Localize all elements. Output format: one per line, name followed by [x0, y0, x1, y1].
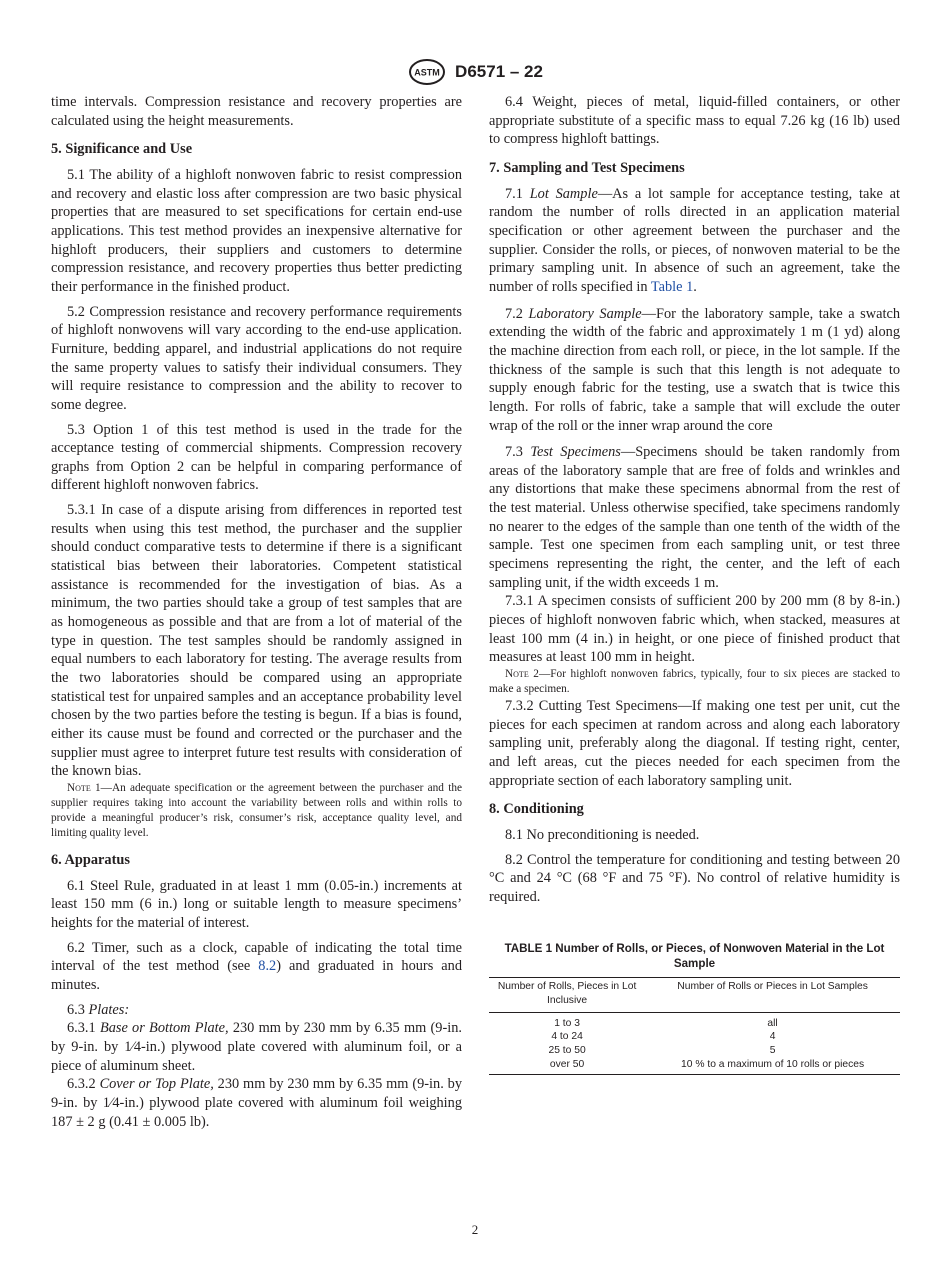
table-1-header-sample: Number of Rolls or Pieces in Lot Samples	[645, 977, 900, 1012]
intro-paragraph: time intervals. Compression resistance and recovery properties are calculated using the height measurements.	[51, 94, 462, 129]
paragraph-7-3: 7.3 Test Specimens—Specimens should be taken randomly from areas of the laboratory sample that are free of folds and wrinkles and any distortions that make these specimens abnormal from the rest of the test material. Unless otherwise specified, take specimens randomly no nearer to the edges of the sample than one tenth of the width of the sample. Test one specimen from each sampling unit, or test three specimens representing the right, the center, and the left of each sampling unit, if the width exceeds 1 m.	[489, 444, 900, 591]
note-2-label: Note 2	[505, 668, 539, 681]
table-cell-lot: 1 to 3	[554, 1017, 580, 1029]
table-1-title: TABLE 1 Number of Rolls, or Pieces, of Nonwoven Material in the Lot Sample	[504, 941, 885, 970]
table-1-header-lot: Number of Rolls, Pieces in Lot Inclusive	[489, 977, 645, 1012]
left-column	[51, 93, 462, 1131]
astm-logo	[407, 58, 447, 86]
link-8-2[interactable]: 8.2	[258, 958, 277, 975]
page-header	[0, 58, 950, 86]
svg-text:ASTM: ASTM	[414, 67, 440, 78]
note-1-label: Note 1	[67, 781, 101, 794]
paragraph-6-4: 6.4 Weight, pieces of metal, liquid-filled containers, or other appropriate substitute of a specific mass to equal 7.26 kg (16 lb) used to compress highloft battings.	[489, 94, 900, 148]
paragraph-7-1: 7.1 Lot Sample—As a lot sample for acceptance testing, take at random the number of rolls directed in an application material specification or other agreement between the purchaser and the supplier. Consider the rolls, or pieces, of nonwoven material to be the primary sampling unit. In absence of such an agreement, take the number of rolls specified in Table 1.	[489, 185, 900, 295]
section-5-heading: 5. Significance and Use	[51, 141, 193, 158]
table-1	[489, 977, 900, 1075]
paragraph-8-1: 8.1 No preconditioning is needed.	[505, 826, 700, 843]
paragraph-6-3-2: 6.3.2 Cover or Top Plate, 230 mm by 230 mm by 6.35 mm (9-in. by 9-in. by 1⁄4-in.) plywood plate covered with aluminum foil weighing 187 ± 2 g (0.41 ± 0.005 lb).	[51, 1076, 462, 1130]
table-row	[489, 1058, 900, 1074]
note-2	[489, 667, 900, 697]
note-2-text: —For highloft nonwoven fabrics, typically, four to six pieces are stacked to make a specimen.	[489, 668, 900, 696]
note-1-text: —An adequate specification or the agreement between the purchaser and the supplier requires taking into account the variability between rolls and within rolls to provide a meaningful producer’s risk, consumer’s risk, acceptance quality level, and limiting quality level.	[51, 781, 462, 839]
link-table-1[interactable]: Table 1	[650, 278, 694, 295]
paragraph-6-1: 6.1 Steel Rule, graduated in at least 1 mm (0.05-in.) increments at least 150 mm (6 in.) long or suitable length to measure specimens’ heights for the material of interest.	[51, 877, 462, 931]
paragraph-7-2: 7.2 Laboratory Sample—For the laboratory sample, take a swatch extending the width of the fabric and approximately 1 m (1 yd) along the machine direction from each roll, or piece, in the lot sample. If the thickness of the sample is such that this length is not adequate to supply enough fabric for the testing, use a swatch that is twice this length. For rolls of fabric, take a sample that will exclude the outer wrap of the roll or the inner wrap around the core	[489, 305, 900, 434]
section-8-heading: 8. Conditioning	[489, 801, 584, 818]
note-1	[51, 781, 462, 841]
page-number: 2	[471, 1222, 479, 1237]
paragraph-5-2: 5.2 Compression resistance and recovery performance requirements of highloft nonwovens will vary according to the end-use application. Furniture, bedding apparel, and industrial applications do not require the same property values to satisfy their individual consumers. They will require resistance to compression and the ability to recover to some degree.	[51, 303, 462, 413]
section-6-heading: 6. Apparatus	[51, 851, 130, 868]
paragraph-5-3: 5.3 Option 1 of this test method is used in the trade for the acceptance testing of commercial shipments. Compression recovery graphs from Option 2 can be helpful in comparing performance of different highloft nonwoven fabrics.	[51, 421, 462, 494]
table-cell-lot: 4 to 24	[551, 1031, 583, 1043]
paragraph-5-3-1: 5.3.1 In case of a dispute arising from differences in reported test results when using this test method, the purchaser and the supplier should conduct comparative tests to determine if there is a significant statistical bias between their laboratories. Competent statistical assistance is recommended for the investigation of bias. As a minimum, the two parties should take a group of test samples that are as homogeneous as possible and that are from a lot of material of the type in question. The test samples should be randomly assigned in equal numbers to each laboratory for testing. The average results from the two laboratories should be compared using an appropriate statistical test for unpaired samples and an acceptance probability level chosen by the two parties before the testing is begun. If a bias is found, either its cause must be found and corrected or the purchaser and the supplier must agree to interpret future test results with consideration of the known bias.	[51, 502, 462, 780]
table-cell-lot: 25 to 50	[548, 1045, 586, 1057]
right-column	[489, 93, 900, 1075]
table-cell-lot: over 50	[489, 1058, 645, 1074]
paragraph-5-1: 5.1 The ability of a highloft nonwoven fabric to resist compression and recovery and elastic loss after compression are two basic physical properties that are measured to set specifications for certain end-use applications. This test method provides an inexpensive alternative for highloft producers, their suppliers and customers to determine compression resistance, and recovery properties thus better predicting their performance in the finished product.	[51, 166, 462, 295]
paragraph-6-3-1: 6.3.1 Base or Bottom Plate, 230 mm by 230 mm by 6.35 mm (9-in. by 9-in. by 1⁄4-in.) plywood plate covered with aluminum foil, or a piece of aluminum sheet.	[51, 1020, 462, 1074]
table-cell-sample: 4	[769, 1031, 776, 1043]
section-7-heading: 7. Sampling and Test Specimens	[489, 159, 685, 176]
table-row	[489, 1044, 900, 1058]
table-row	[489, 1030, 900, 1044]
paragraph-6-3: 6.3 Plates:	[67, 1001, 130, 1018]
paragraph-7-3-1: 7.3.1 A specimen consists of sufficient 200 by 200 mm (8 by 8-in.) pieces of highloft nonwoven fabric which, when stacked, measures at least 100 mm (4 in.) in height, or one piece of finished product that measures at least 100 mm in height.	[489, 593, 900, 666]
table-cell-sample: 5	[769, 1045, 776, 1057]
table-cell-sample: 10 % to a maximum of 10 rolls or pieces	[645, 1058, 900, 1074]
table-cell-sample: all	[767, 1017, 778, 1029]
document-designation: D6571 – 22	[455, 62, 543, 81]
table-row	[489, 1012, 900, 1030]
paragraph-8-2: 8.2 Control the temperature for conditioning and testing between 20 °C and 24 °C (68 °F and 75 °F). No control of relative humidity is required.	[489, 851, 900, 905]
paragraph-7-3-2: 7.3.2 Cutting Test Specimens—If making one test per unit, cut the pieces for each specimen at random across and along each laboratory sampling unit, preferably along the diagonal. If testing right, center, and left areas, cut the pieces needed for each specimen from the appropriate section of each laboratory sampling unit.	[489, 698, 900, 789]
paragraph-6-2: 6.2 Timer, such as a clock, capable of indicating the total time interval of the test method (see 8.2) and graduated in hours and minutes.	[51, 939, 462, 993]
